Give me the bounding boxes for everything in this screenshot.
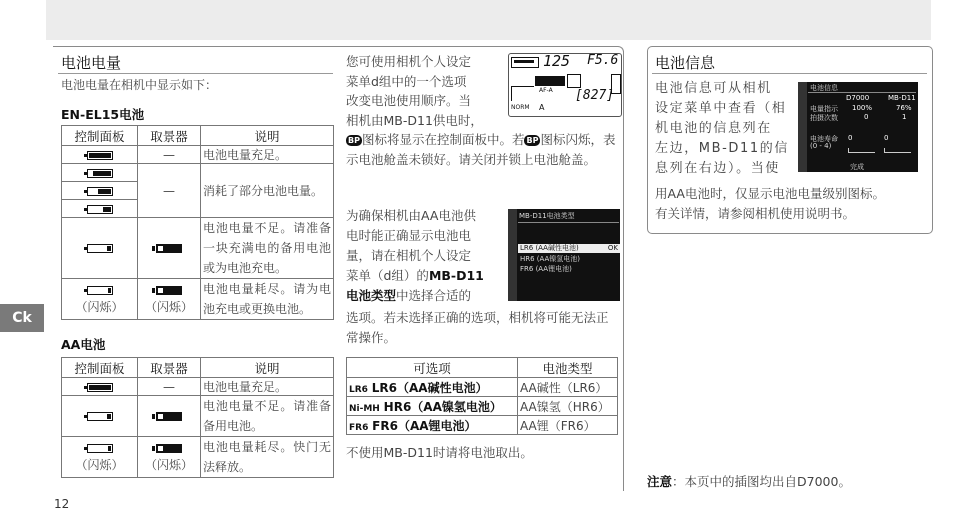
blink-note: （闪烁）: [144, 300, 193, 314]
info-title-rule: [652, 73, 927, 74]
battery-full-icon: [87, 383, 113, 392]
col-camera: D7000: [846, 94, 870, 102]
vf-battery-empty-icon: [156, 444, 182, 453]
type-cell: AA镍氢（HR6）: [518, 397, 618, 416]
top-band: [46, 0, 931, 40]
col-header: 可选项: [347, 358, 518, 378]
battery-level-title: 电池电量: [61, 54, 122, 72]
note-text: ：本页中的插图均出自D7000。: [672, 474, 851, 489]
custom-setting-text-cont: BP 图标将显示在控制面板中。若 BP 图标闪烁，表示电池舱盖未锁好。请关闭并锁上电池舱盖。: [346, 132, 616, 167]
aa-setting-text: 为确保相机由AA电池供 电时能正确显示电池电 量，请在相机个人设定 菜单（d组）的MB-D11 电池类型中选择合适的: [346, 208, 484, 303]
mbd11-battery-icon: [511, 57, 539, 68]
title-rule: [58, 73, 333, 74]
bp-icon: BP: [348, 136, 360, 145]
vf-cell: —: [138, 378, 201, 396]
desc-cell: 电池电量充足。: [201, 378, 334, 396]
note-label: 注意: [647, 474, 673, 489]
col-header: 取景器: [138, 126, 201, 146]
blink-note: （闪烁）: [75, 458, 124, 472]
battery-type-menu-screen: [508, 209, 620, 301]
lcd-bracket: [511, 86, 534, 101]
battery-very-low-icon: [87, 244, 113, 253]
en-el15-table: [61, 125, 334, 320]
aa-setting-text-cont: 选项。若未选择正确的选项，相机将可能无法正常操作。: [346, 310, 609, 345]
life-mbd11: 0: [884, 134, 889, 142]
menu-item-selected[interactable]: LR6 (AA碱性电池) OK: [520, 244, 618, 252]
battery-empty-icon: [87, 286, 113, 295]
battery-info-title: 电池信息: [655, 54, 716, 72]
blink-note: （闪烁）: [75, 300, 124, 314]
menu-sidebar: [508, 209, 517, 301]
shots-camera: 0: [864, 113, 869, 121]
shots-label: 拍摄次数: [810, 114, 838, 122]
lr6-icon: LR6: [349, 384, 368, 395]
custom-setting-text: 您可使用相机个人设定 菜单d组中的一个选项 改变电池使用顺序。当 相机由MB-D11供电时，: [346, 54, 483, 128]
col-header: 控制面板: [62, 126, 138, 146]
desc-cell: 电池电量耗尽。请为电池充电或更换电池。: [201, 279, 334, 320]
section-tab: Ck: [0, 304, 44, 332]
battery-empty-icon: [87, 444, 113, 453]
desc-cell: 电池电量充足。: [201, 146, 334, 164]
battery-info-text: 电池信息可从相机 设定菜单中查看（相 机电池的信息列在 左边，MB-D11的信 息列在右边）。当使: [655, 81, 789, 176]
battery-mid-icon: [87, 187, 113, 196]
option-label: LR6（AA碱性电池）: [371, 380, 488, 395]
fr6-icon: FR6: [349, 422, 369, 433]
charge-label: 电量指示: [810, 105, 838, 113]
menu-item[interactable]: FR6 (AA锂电池): [520, 265, 572, 273]
en-el15-heading: EN-EL15电池: [61, 107, 145, 122]
battery-low-icon: [87, 205, 113, 214]
bp-icon: BP: [526, 136, 539, 145]
aa-table: [61, 357, 334, 478]
col-header: 说明: [201, 358, 334, 378]
nimh-icon: Ni-MH: [349, 403, 380, 414]
option-label: FR6（AA锂电池）: [372, 418, 477, 433]
shutter-speed: 125: [543, 52, 571, 70]
battery-full-icon: [87, 151, 113, 160]
screen-title: 电池信息: [810, 84, 838, 92]
vf-battery-empty-icon: [156, 286, 182, 295]
lcd-bar-icon: [535, 76, 565, 86]
col-header: 说明: [201, 126, 334, 146]
menu-item[interactable]: HR6 (AA镍氢电池): [520, 255, 581, 263]
vf-cell: —: [138, 164, 201, 218]
vf-cell: —: [138, 146, 201, 164]
battery-options-table: [346, 357, 618, 435]
image-quality: NORM: [511, 104, 530, 111]
page-number: 12: [54, 497, 70, 511]
life-gauge-camera: [848, 148, 875, 153]
control-panel-lcd-illustration: [508, 53, 622, 117]
type-cell: AA锂（FR6）: [518, 416, 618, 435]
charge-mbd11: 76%: [896, 104, 912, 112]
battery-level-intro: 电池电量在相机中显示如下：: [61, 78, 218, 92]
type-cell: AA碱性（LR6）: [518, 378, 618, 397]
battery-low-icon: [87, 412, 113, 421]
aperture: F5.6: [587, 53, 619, 68]
menu-title: MB-D11电池类型: [519, 212, 575, 220]
desc-cell: 电池电量不足。请准备备用电池。: [201, 396, 334, 437]
battery-high-icon: [87, 169, 113, 178]
vf-battery-low-icon: [156, 412, 182, 421]
battery-info-text-cont: 用AA电池时，仅显示电池电量级别图标。 有关详情，请参阅相机使用说明书。: [655, 186, 885, 221]
life-range: (0 - 4): [810, 142, 832, 150]
col-mbd11: MB-D11: [888, 94, 916, 102]
exposure-count: [827]: [575, 88, 615, 103]
charge-camera: 100%: [852, 104, 873, 112]
white-balance: A: [539, 103, 545, 112]
col-header: 电池类型: [518, 358, 618, 378]
col-header: 控制面板: [62, 358, 138, 378]
footer-note: [647, 472, 851, 492]
desc-cell: 电池电量不足。请准备一块充满电的备用电池或为电池充电。: [201, 218, 334, 279]
desc-cell: 电池电量耗尽。快门无法释放。: [201, 437, 334, 478]
vf-battery-low-icon: [156, 244, 182, 253]
life-gauge-mbd11: [884, 148, 911, 153]
col-header: 取景器: [138, 358, 201, 378]
desc-cell: 消耗了部分电池电量。: [201, 164, 334, 218]
metering-icon: [567, 74, 581, 88]
battery-info-screen: [798, 82, 918, 172]
blink-note: （闪烁）: [144, 458, 193, 472]
aa-heading: AA电池: [61, 337, 106, 352]
option-label: HR6（AA镍氢电池）: [383, 399, 502, 414]
done-label[interactable]: 完成: [850, 163, 864, 171]
remove-battery-note: 不使用MB-D11时请将电池取出。: [346, 445, 533, 460]
af-mode: AF-A: [539, 87, 553, 94]
life-label: 电池寿命: [810, 135, 838, 143]
life-camera: 0: [848, 134, 853, 142]
shots-mbd11: 1: [902, 113, 907, 121]
